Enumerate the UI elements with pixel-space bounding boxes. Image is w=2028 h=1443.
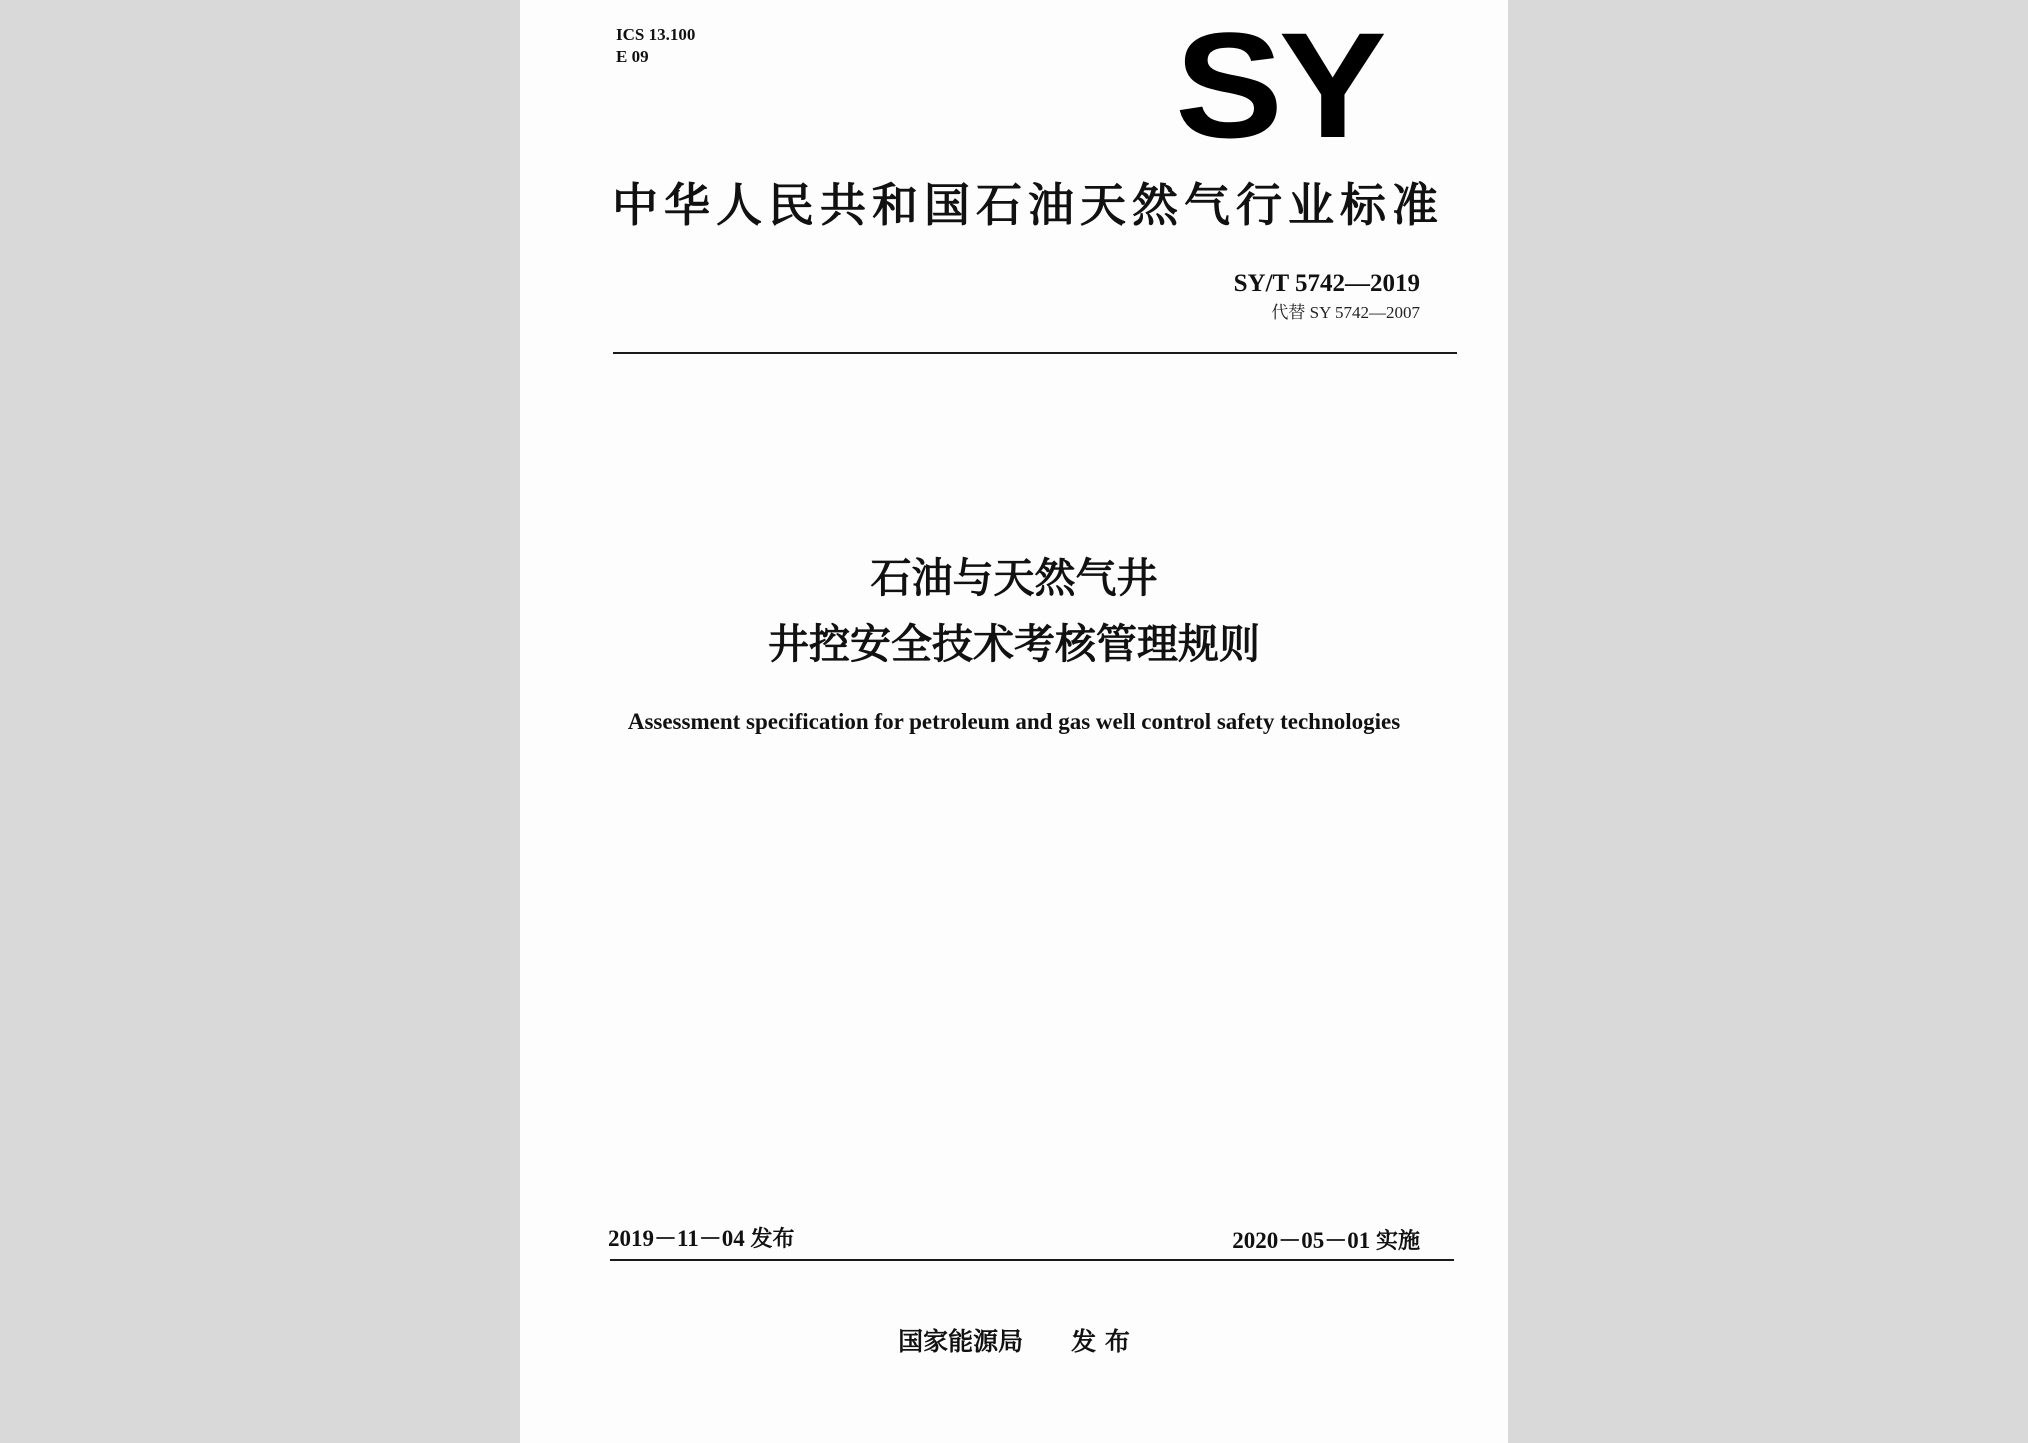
effective-date-block xyxy=(1232,1224,1420,1259)
issue-date-block xyxy=(608,1222,795,1257)
replaces-code: 代替 SY 5742—2007 xyxy=(1271,303,1420,322)
classification-codes xyxy=(616,24,695,68)
english-title: Assessment specification for petroleum and gas well control safety technologies xyxy=(627,709,1401,734)
standard-code-block xyxy=(1234,268,1420,326)
top-divider xyxy=(613,352,1457,354)
effective-label: 实施 xyxy=(1375,1229,1420,1254)
ccs-code: E 09 xyxy=(616,47,649,66)
sy-logo: SY xyxy=(1175,1,1383,169)
issuer-block xyxy=(520,1322,1508,1362)
chinese-title-line-2: 井控安全技术考核管理规则 xyxy=(768,620,1260,668)
ics-code: ICS 13.100 xyxy=(616,25,696,44)
chinese-title xyxy=(520,545,1508,677)
standard-code: SY/T 5742—2019 xyxy=(1233,270,1420,297)
issuer-name: 国家能源局 xyxy=(898,1327,1024,1356)
bottom-divider xyxy=(610,1259,1454,1261)
issue-date: 2019－11－04 xyxy=(608,1226,745,1251)
issue-label: 发布 xyxy=(750,1227,795,1252)
chinese-title-line-1: 石油与天然气井 xyxy=(870,554,1158,602)
document-page xyxy=(520,0,1508,1443)
effective-date: 2020－05－01 xyxy=(1232,1228,1371,1253)
issuer-label: 发 布 xyxy=(1071,1327,1130,1356)
standard-type-title: 中华人民共和国石油天然气行业标准 xyxy=(612,178,1444,232)
